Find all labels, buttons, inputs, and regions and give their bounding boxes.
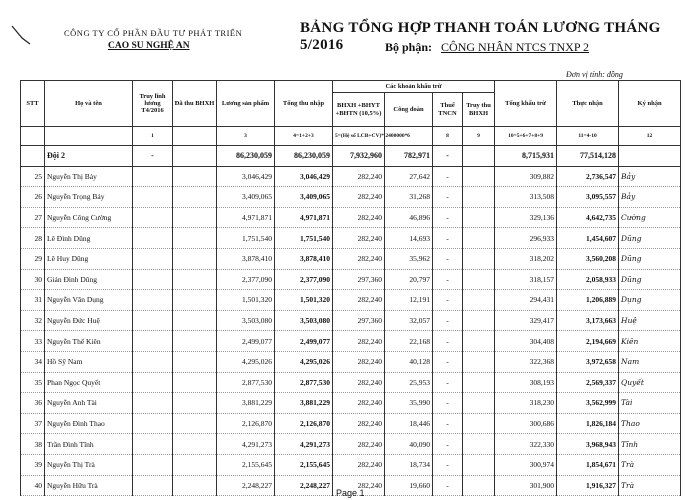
table-row bbox=[21, 207, 681, 228]
row-tong-thu-nhap: 3,881,229 bbox=[275, 393, 333, 414]
row-signature: Trà bbox=[619, 454, 681, 475]
table-row bbox=[21, 331, 681, 352]
row-signature: Dũng bbox=[619, 248, 681, 269]
row-luong-sp: 3,046,429 bbox=[217, 166, 275, 187]
page-number: Page 1 bbox=[336, 488, 365, 498]
row-stt: 26 bbox=[21, 187, 45, 208]
empty-cell bbox=[463, 310, 495, 331]
row-luong-sp: 3,409,065 bbox=[217, 187, 275, 208]
empty-cell bbox=[173, 454, 217, 475]
empty-cell bbox=[463, 475, 495, 496]
col-stt: STT bbox=[21, 81, 45, 127]
company-name-line2: CAO SU NGHỆ AN bbox=[108, 41, 190, 51]
row-cong-doan: 40,128 bbox=[385, 351, 433, 372]
index-cell bbox=[21, 127, 45, 146]
row-name: Phan Ngọc Quyết bbox=[45, 372, 133, 393]
row-bhxh: 282,240 bbox=[333, 351, 385, 372]
row-bhxh: 282,240 bbox=[333, 475, 385, 496]
row-tong-khau-tru: 318,157 bbox=[495, 269, 557, 290]
table-row bbox=[21, 310, 681, 331]
empty-cell bbox=[133, 331, 173, 352]
col-cong-doan: Công đoàn bbox=[385, 93, 433, 127]
row-stt: 32 bbox=[21, 310, 45, 331]
empty-cell bbox=[173, 290, 217, 311]
row-signature: Bảy bbox=[619, 166, 681, 187]
row-tong-thu-nhap: 3,878,410 bbox=[275, 248, 333, 269]
row-tong-khau-tru: 304,408 bbox=[495, 331, 557, 352]
row-bhxh: 282,240 bbox=[333, 454, 385, 475]
row-name: Nguyễn Đức Huệ bbox=[45, 310, 133, 331]
pen-mark-icon bbox=[8, 24, 38, 46]
row-stt: 30 bbox=[21, 269, 45, 290]
row-cong-doan: 18,446 bbox=[385, 413, 433, 434]
row-tong-khau-tru: 318,202 bbox=[495, 248, 557, 269]
total-bhxh: 7,932,960 bbox=[333, 146, 385, 167]
row-tong-khau-tru: 308,193 bbox=[495, 372, 557, 393]
table-row bbox=[21, 228, 681, 249]
empty-cell bbox=[173, 248, 217, 269]
row-tong-khau-tru: 313,508 bbox=[495, 187, 557, 208]
row-tong-thu-nhap: 2,248,227 bbox=[275, 475, 333, 496]
row-tong-thu-nhap: 1,751,540 bbox=[275, 228, 333, 249]
row-cong-doan: 32,057 bbox=[385, 310, 433, 331]
row-thue: - bbox=[433, 372, 463, 393]
total-luong-sp: 86,230,059 bbox=[217, 146, 275, 167]
row-bhxh: 282,240 bbox=[333, 393, 385, 414]
row-thue: - bbox=[433, 434, 463, 455]
empty-cell bbox=[133, 351, 173, 372]
empty-cell bbox=[173, 331, 217, 352]
row-luong-sp: 2,377,090 bbox=[217, 269, 275, 290]
row-signature: Kiên bbox=[619, 331, 681, 352]
row-bhxh: 282,240 bbox=[333, 434, 385, 455]
table-row bbox=[21, 454, 681, 475]
row-bhxh: 282,240 bbox=[333, 413, 385, 434]
row-thuc-nhan: 4,642,735 bbox=[557, 207, 619, 228]
row-signature: Trà bbox=[619, 475, 681, 496]
row-thuc-nhan: 1,206,889 bbox=[557, 290, 619, 311]
col-truy-thu-bhxh: Truy thu BHXH bbox=[463, 93, 495, 127]
row-tong-khau-tru: 322,330 bbox=[495, 434, 557, 455]
document-title: BẢNG TỔNG HỢP THANH TOÁN LƯƠNG THÁNG 5/2016 bbox=[300, 20, 661, 53]
row-signature: Tài bbox=[619, 393, 681, 414]
row-thue: - bbox=[433, 248, 463, 269]
empty-cell bbox=[133, 290, 173, 311]
empty-cell bbox=[133, 269, 173, 290]
row-bhxh: 282,240 bbox=[333, 331, 385, 352]
row-bhxh: 282,240 bbox=[333, 290, 385, 311]
row-tong-thu-nhap: 2,126,870 bbox=[275, 413, 333, 434]
row-tong-thu-nhap: 2,877,530 bbox=[275, 372, 333, 393]
row-thue: - bbox=[433, 166, 463, 187]
row-tong-khau-tru: 318,230 bbox=[495, 393, 557, 414]
row-cong-doan: 20,797 bbox=[385, 269, 433, 290]
empty-cell bbox=[133, 187, 173, 208]
row-luong-sp: 3,878,410 bbox=[217, 248, 275, 269]
row-stt: 40 bbox=[21, 475, 45, 496]
empty-cell bbox=[173, 207, 217, 228]
empty-cell bbox=[463, 454, 495, 475]
index-cell: 9 bbox=[463, 127, 495, 146]
row-thue: - bbox=[433, 393, 463, 414]
row-thuc-nhan: 1,916,327 bbox=[557, 475, 619, 496]
row-tong-khau-tru: 329,417 bbox=[495, 310, 557, 331]
row-signature: Dũng bbox=[619, 228, 681, 249]
table-row bbox=[21, 187, 681, 208]
empty-cell bbox=[133, 454, 173, 475]
empty-cell bbox=[173, 310, 217, 331]
row-signature: Dũng bbox=[619, 269, 681, 290]
row-stt: 34 bbox=[21, 351, 45, 372]
row-bhxh: 282,240 bbox=[333, 207, 385, 228]
total-row bbox=[21, 146, 681, 167]
row-tong-khau-tru: 322,368 bbox=[495, 351, 557, 372]
row-thue: - bbox=[433, 290, 463, 311]
total-tong-thu-nhap: 86,230,059 bbox=[275, 146, 333, 167]
row-tong-thu-nhap: 4,291,273 bbox=[275, 434, 333, 455]
row-cong-doan: 12,191 bbox=[385, 290, 433, 311]
row-thue: - bbox=[433, 269, 463, 290]
row-luong-sp: 1,751,540 bbox=[217, 228, 275, 249]
empty-cell bbox=[173, 372, 217, 393]
empty-cell bbox=[173, 187, 217, 208]
empty-cell bbox=[173, 351, 217, 372]
row-luong-sp: 2,877,530 bbox=[217, 372, 275, 393]
row-tong-thu-nhap: 4,295,026 bbox=[275, 351, 333, 372]
row-name: Nguyễn Thị Trà bbox=[45, 454, 133, 475]
row-thuc-nhan: 2,736,547 bbox=[557, 166, 619, 187]
row-luong-sp: 4,971,871 bbox=[217, 207, 275, 228]
row-name: Lê Đình Dũng bbox=[45, 228, 133, 249]
col-thuc-nhan: Thực nhận bbox=[557, 81, 619, 127]
row-cong-doan: 31,268 bbox=[385, 187, 433, 208]
empty-cell bbox=[463, 166, 495, 187]
row-thuc-nhan: 3,560,208 bbox=[557, 248, 619, 269]
row-name: Nguyễn Anh Tài bbox=[45, 393, 133, 414]
row-tong-khau-tru: 301,900 bbox=[495, 475, 557, 496]
total-cong-doan: 782,971 bbox=[385, 146, 433, 167]
col-da-thu-bhxh: Đã thu BHXH bbox=[173, 81, 217, 127]
row-luong-sp: 3,881,229 bbox=[217, 393, 275, 414]
total-thue: - bbox=[433, 146, 463, 167]
row-tong-khau-tru: 309,882 bbox=[495, 166, 557, 187]
row-luong-sp: 1,501,320 bbox=[217, 290, 275, 311]
row-thue: - bbox=[433, 351, 463, 372]
row-thuc-nhan: 1,854,671 bbox=[557, 454, 619, 475]
table-row bbox=[21, 372, 681, 393]
row-tong-thu-nhap: 4,971,871 bbox=[275, 207, 333, 228]
department-line bbox=[385, 40, 589, 55]
row-thuc-nhan: 3,095,557 bbox=[557, 187, 619, 208]
row-name: Hồ Sỹ Nam bbox=[45, 351, 133, 372]
row-signature: Nam bbox=[619, 351, 681, 372]
row-bhxh: 297,360 bbox=[333, 310, 385, 331]
row-thue: - bbox=[433, 310, 463, 331]
empty-cell bbox=[463, 393, 495, 414]
col-group-khau-tru: Các khoản khấu trừ bbox=[333, 81, 495, 93]
row-bhxh: 282,240 bbox=[333, 372, 385, 393]
row-cong-doan: 18,734 bbox=[385, 454, 433, 475]
empty-cell bbox=[133, 248, 173, 269]
empty-cell bbox=[463, 187, 495, 208]
empty-cell bbox=[463, 372, 495, 393]
row-luong-sp: 4,295,026 bbox=[217, 351, 275, 372]
row-signature: Quyết bbox=[619, 372, 681, 393]
col-name: Họ và tên bbox=[45, 81, 133, 127]
row-stt: 25 bbox=[21, 166, 45, 187]
row-thuc-nhan: 3,972,658 bbox=[557, 351, 619, 372]
row-thue: - bbox=[433, 187, 463, 208]
row-cong-doan: 22,168 bbox=[385, 331, 433, 352]
table-row bbox=[21, 413, 681, 434]
empty-cell bbox=[133, 475, 173, 496]
row-thue: - bbox=[433, 207, 463, 228]
row-thue: - bbox=[433, 331, 463, 352]
table-row bbox=[21, 393, 681, 414]
empty-cell bbox=[133, 413, 173, 434]
empty-cell bbox=[463, 434, 495, 455]
col-tong-thu-nhap: Tổng thu nhập bbox=[275, 81, 333, 127]
row-luong-sp: 2,126,870 bbox=[217, 413, 275, 434]
row-tong-khau-tru: 300,974 bbox=[495, 454, 557, 475]
row-stt: 33 bbox=[21, 331, 45, 352]
empty-cell bbox=[173, 166, 217, 187]
row-tong-khau-tru: 294,431 bbox=[495, 290, 557, 311]
row-tong-khau-tru: 296,933 bbox=[495, 228, 557, 249]
empty-cell bbox=[463, 331, 495, 352]
row-cong-doan: 35,962 bbox=[385, 248, 433, 269]
row-name: Nguyễn Thị Bảy bbox=[45, 166, 133, 187]
total-label: Đội 2 bbox=[45, 146, 133, 167]
row-luong-sp: 4,291,273 bbox=[217, 434, 275, 455]
index-cell: 3 bbox=[217, 127, 275, 146]
row-thue: - bbox=[433, 475, 463, 496]
row-cong-doan: 25,953 bbox=[385, 372, 433, 393]
row-tong-thu-nhap: 1,501,320 bbox=[275, 290, 333, 311]
col-luong-san-pham: Lương sản phẩm bbox=[217, 81, 275, 127]
col-ky-nhan: Ký nhận bbox=[619, 81, 681, 127]
empty-cell bbox=[133, 393, 173, 414]
row-tong-thu-nhap: 2,155,645 bbox=[275, 454, 333, 475]
row-cong-doan: 35,990 bbox=[385, 393, 433, 414]
row-stt: 38 bbox=[21, 434, 45, 455]
row-bhxh: 297,360 bbox=[333, 269, 385, 290]
index-cell: 1 bbox=[133, 127, 173, 146]
row-thuc-nhan: 3,968,943 bbox=[557, 434, 619, 455]
empty-cell bbox=[133, 166, 173, 187]
empty-cell bbox=[463, 228, 495, 249]
row-signature: Huệ bbox=[619, 310, 681, 331]
index-cell bbox=[173, 127, 217, 146]
row-signature: Cường bbox=[619, 207, 681, 228]
row-stt: 29 bbox=[21, 248, 45, 269]
row-thuc-nhan: 2,194,669 bbox=[557, 331, 619, 352]
row-thuc-nhan: 3,562,999 bbox=[557, 393, 619, 414]
row-name: Nguyễn Trọng Bảy bbox=[45, 187, 133, 208]
row-name: Nguyễn Đình Thao bbox=[45, 413, 133, 434]
table-row bbox=[21, 248, 681, 269]
row-cong-doan: 27,642 bbox=[385, 166, 433, 187]
row-thuc-nhan: 1,454,607 bbox=[557, 228, 619, 249]
index-cell: 5=(Hệ số LCB+CV)* 2400000* bbox=[333, 127, 385, 146]
empty-cell bbox=[173, 475, 217, 496]
row-luong-sp: 2,499,077 bbox=[217, 331, 275, 352]
empty-cell bbox=[173, 228, 217, 249]
empty-cell bbox=[463, 351, 495, 372]
row-tong-thu-nhap: 2,499,077 bbox=[275, 331, 333, 352]
index-cell: 6 bbox=[385, 127, 433, 146]
row-stt: 37 bbox=[21, 413, 45, 434]
row-cong-doan: 14,693 bbox=[385, 228, 433, 249]
empty-cell bbox=[173, 434, 217, 455]
empty-cell bbox=[463, 290, 495, 311]
index-cell: 8 bbox=[433, 127, 463, 146]
row-name: Nguyễn Thế Kiên bbox=[45, 331, 133, 352]
row-signature: Tĩnh bbox=[619, 434, 681, 455]
row-tong-khau-tru: 329,136 bbox=[495, 207, 557, 228]
row-luong-sp: 3,503,080 bbox=[217, 310, 275, 331]
row-name: Nguyễn Văn Dụng bbox=[45, 290, 133, 311]
row-tong-thu-nhap: 3,046,429 bbox=[275, 166, 333, 187]
row-name: Trần Đình Tĩnh bbox=[45, 434, 133, 455]
row-luong-sp: 2,248,227 bbox=[217, 475, 275, 496]
row-thuc-nhan: 2,058,933 bbox=[557, 269, 619, 290]
row-signature: Thao bbox=[619, 413, 681, 434]
row-name: Nguyễn Hữu Trà bbox=[45, 475, 133, 496]
table-row bbox=[21, 290, 681, 311]
empty-cell bbox=[463, 248, 495, 269]
row-name: Giản Đình Dũng bbox=[45, 269, 133, 290]
index-cell: 12 bbox=[619, 127, 681, 146]
col-truy-linh: Truy lĩnh lương T4/2016 bbox=[133, 81, 173, 127]
row-tong-thu-nhap: 2,377,090 bbox=[275, 269, 333, 290]
table-row bbox=[21, 351, 681, 372]
total-truy-linh: - bbox=[133, 146, 173, 167]
row-tong-thu-nhap: 3,409,065 bbox=[275, 187, 333, 208]
empty-cell bbox=[133, 372, 173, 393]
col-tong-khau-tru: Tổng khấu trừ bbox=[495, 81, 557, 127]
row-bhxh: 282,240 bbox=[333, 166, 385, 187]
index-cell: 11=4-10 bbox=[557, 127, 619, 146]
index-cell bbox=[45, 127, 133, 146]
row-name: Lê Huy Dũng bbox=[45, 248, 133, 269]
empty-cell bbox=[173, 269, 217, 290]
col-bhxh: BHXH +BHYT +BHTN (10,5%) bbox=[333, 93, 385, 127]
empty-cell bbox=[173, 413, 217, 434]
row-luong-sp: 2,155,645 bbox=[217, 454, 275, 475]
index-cell: 10=5+6+7+8+9 bbox=[495, 127, 557, 146]
row-thuc-nhan: 2,569,337 bbox=[557, 372, 619, 393]
row-signature: Bảy bbox=[619, 187, 681, 208]
row-cong-doan: 40,090 bbox=[385, 434, 433, 455]
row-thue: - bbox=[433, 228, 463, 249]
payroll-table bbox=[20, 80, 681, 496]
row-bhxh: 282,240 bbox=[333, 187, 385, 208]
row-thue: - bbox=[433, 454, 463, 475]
col-thue-tncn: Thuế TNCN bbox=[433, 93, 463, 127]
row-tong-thu-nhap: 3,503,080 bbox=[275, 310, 333, 331]
row-stt: 36 bbox=[21, 393, 45, 414]
row-bhxh: 282,240 bbox=[333, 248, 385, 269]
row-thuc-nhan: 3,173,663 bbox=[557, 310, 619, 331]
empty-cell bbox=[463, 413, 495, 434]
empty-cell bbox=[463, 269, 495, 290]
table-row bbox=[21, 269, 681, 290]
total-thuc-nhan: 77,514,128 bbox=[557, 146, 619, 167]
empty-cell bbox=[133, 228, 173, 249]
row-tong-khau-tru: 300,686 bbox=[495, 413, 557, 434]
row-bhxh: 282,240 bbox=[333, 228, 385, 249]
row-stt: 39 bbox=[21, 454, 45, 475]
row-name: Nguyễn Công Cường bbox=[45, 207, 133, 228]
column-index-row bbox=[21, 127, 681, 146]
total-tong-khau-tru: 8,715,931 bbox=[495, 146, 557, 167]
row-signature: Dụng bbox=[619, 290, 681, 311]
empty-cell bbox=[133, 310, 173, 331]
empty-cell bbox=[133, 434, 173, 455]
row-stt: 31 bbox=[21, 290, 45, 311]
department-label: Bộ phận: bbox=[385, 40, 433, 54]
table-row bbox=[21, 166, 681, 187]
row-stt: 27 bbox=[21, 207, 45, 228]
currency-unit-note: Đơn vị tính: đồng bbox=[566, 70, 623, 79]
row-stt: 28 bbox=[21, 228, 45, 249]
empty-cell bbox=[133, 207, 173, 228]
row-cong-doan: 46,896 bbox=[385, 207, 433, 228]
company-name-line1: CÔNG TY CỔ PHẦN ĐẦU TƯ PHÁT TRIỂN bbox=[64, 28, 243, 38]
department-value: CÔNG NHÂN NTCS TNXP 2 bbox=[441, 40, 590, 54]
row-thuc-nhan: 1,826,184 bbox=[557, 413, 619, 434]
table-row bbox=[21, 434, 681, 455]
index-cell: 4=1+2+3 bbox=[275, 127, 333, 146]
row-cong-doan: 19,660 bbox=[385, 475, 433, 496]
row-stt: 35 bbox=[21, 372, 45, 393]
row-thue: - bbox=[433, 413, 463, 434]
empty-cell bbox=[463, 207, 495, 228]
empty-cell bbox=[173, 393, 217, 414]
